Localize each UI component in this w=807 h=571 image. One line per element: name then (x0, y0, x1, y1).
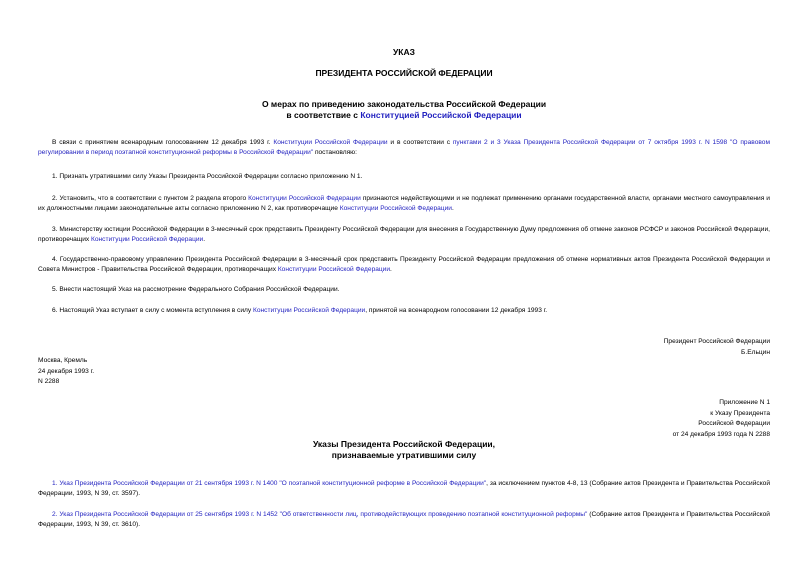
item-5: 5. Внести настоящий Указ на рассмотрение Федерального Собрания Российской Федерации. (52, 286, 340, 293)
appendix-title-2: признаваемые утратившими силу (331, 450, 477, 460)
place: Москва, Кремль (38, 357, 88, 364)
signature-block (664, 337, 770, 358)
item-3-text-1: 3. Министерству юстиции Российской Федерации в 3-месячный срок представить Президенту Российской Федерации для внесения в Государственную Думу предложения об отмене законов РСФСР и законов Российской Федерации, противоречащих (38, 226, 770, 243)
place-date-block (38, 356, 94, 388)
item-2-text-3: . (451, 205, 454, 212)
date: 24 декабря 1993 г. (38, 367, 95, 375)
appendix-item-1 (38, 479, 770, 499)
doc-title: УКАЗ (393, 47, 415, 57)
appendix-title (38, 439, 770, 461)
intro-text-3: постановляю: (313, 149, 357, 156)
signature-position: Президент Российской Федерации (663, 338, 770, 345)
item-6 (38, 306, 770, 316)
appendix-ref-2: Российской Федерации (698, 420, 770, 427)
appendix-item-2-text: (Собрание актов Президента и Правительства Российской Федерации, 1993, N 39, ст. 3610). (38, 511, 770, 528)
constitution-link[interactable]: Конституции Российской Федерации (91, 236, 204, 243)
item-3 (38, 225, 770, 245)
decree-1400-link[interactable]: 1. Указ Президента Российской Федерации от 21 сентября 1993 г. N 1400 "О поэтапной конституционной реформе в Российской Федерации" (52, 480, 487, 487)
subject-line-1: О мерах по приведению законодательства Российской Федерации (261, 99, 547, 109)
appendix-title-1: Указы Президента Российской Федерации, (312, 439, 496, 449)
item-6-text-1: 6. Настоящий Указ вступает в силу с момента вступления в силу (52, 307, 254, 314)
item-2 (38, 194, 770, 214)
appendix-item-2 (38, 510, 770, 530)
appendix-label: Приложение N 1 (719, 399, 770, 406)
constitution-link[interactable]: Конституции Российской Федерации (277, 266, 391, 273)
constitution-link[interactable]: Конституции Российской Федерации (339, 205, 452, 212)
decree-number: N 2288 (38, 378, 60, 385)
intro-text-2: и в соответствии с (387, 139, 453, 146)
item-2-text-2: признаются недействующими и не подлежат применению органами государственной власти, органами местного самоуправления и их должностными лицами законодательные акты согласно приложению N 2, как противоречащие (38, 195, 770, 212)
constitution-link[interactable]: Конституцией Российской Федерации (360, 110, 522, 120)
appendix-ref-1: к Указу Президента (710, 409, 770, 417)
signature-name: Б.Ельцин (741, 348, 770, 356)
constitution-link[interactable]: Конституции Российской Федерации (248, 195, 361, 202)
decree-1452-link[interactable]: 2. Указ Президента Российской Федерации от 25 сентября 1993 г. N 1452 "Об ответственности лиц, противодействующих проведению поэтапной конституционной реформы" (52, 511, 588, 518)
constitution-link[interactable]: Конституции Российской Федерации (273, 139, 388, 146)
decree-1598-link[interactable]: пунктами 2 и 3 Указа Президента Российской Федерации от 7 октября 1993 г. N 1598 "О правовом регулировании в период поэтапной конституционной реформы в Российской Федерации" (38, 139, 770, 156)
intro-text-1: В связи с принятием всенародным голосованием 12 декабря 1993 г. (52, 139, 274, 146)
constitution-link[interactable]: Конституции Российской Федерации (253, 307, 366, 314)
item-4-text-2: . (390, 266, 392, 273)
item-2-text-1: 2. Установить, что в соответствии с пунктом 2 раздела второго (52, 195, 249, 202)
subject-line-2-text: в соответствие с (286, 110, 361, 120)
appendix-ref-3: от 24 декабря 1993 года N 2288 (672, 430, 770, 438)
item-6-text-2: , принятой на всенародном голосовании 12 декабря 1993 г. (365, 307, 548, 314)
doc-subject (38, 99, 770, 121)
item-1: 1. Признать утратившими силу Указы Президента Российской Федерации согласно приложению N 1. (52, 173, 363, 180)
item-3-text-2: . (203, 236, 206, 243)
item-4-text-1: 4. Государственно-правовому управлению Президента Российской Федерации в 3-месячный срок представить Президенту Российской Федерации предложения об отмене нормативных актов Президента Российской Федерации и Совета Министров - Правительства Российской Федерации, противоречащих (38, 256, 770, 273)
subject-line-2 (38, 110, 770, 121)
intro-paragraph (38, 138, 770, 158)
item-4 (38, 255, 770, 275)
appendix-item-1-text: , за исключением пунктов 4-8, 13 (Собрание актов Президента и Правительства Российской Федерации, 1993, N 39, ст. 3597). (38, 480, 771, 497)
appendix-header (673, 398, 770, 440)
doc-issuer: ПРЕЗИДЕНТА РОССИЙСКОЙ ФЕДЕРАЦИИ (315, 68, 493, 78)
